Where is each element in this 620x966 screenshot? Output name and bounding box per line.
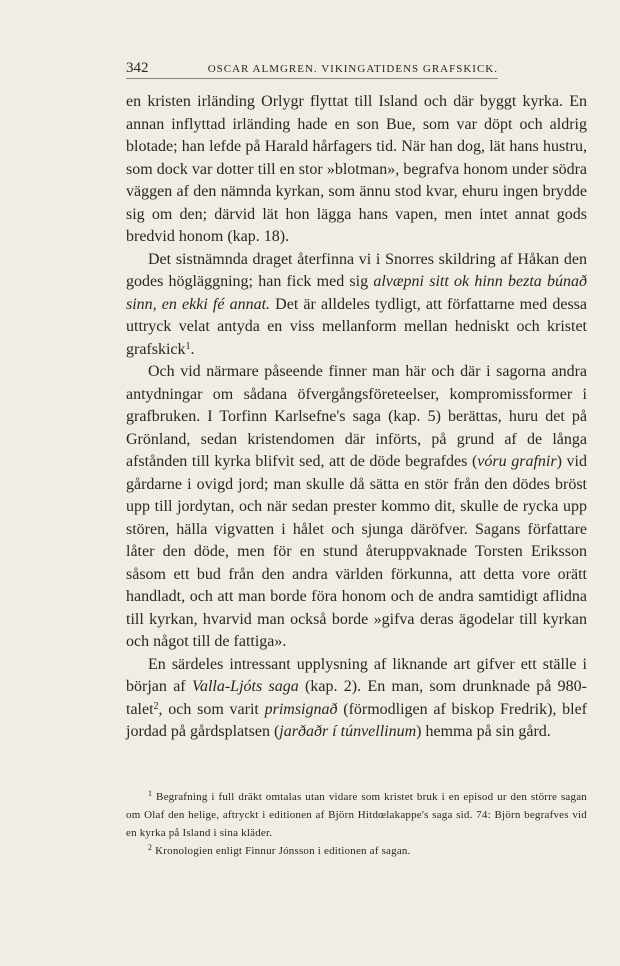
text-run: (kap. 2). En man, som drunknade på 980-talet <box>126 678 587 718</box>
footnote-marker: 1 <box>185 340 191 352</box>
page-number: 342 <box>126 60 149 76</box>
footnote-marker: 2 <box>148 843 153 852</box>
paragraph <box>126 361 587 654</box>
text-run: (förmodligen af biskop Fredrik), blef jordad på gårdsplatsen ( <box>126 700 588 740</box>
text-run: Kronologien enligt Finnur Jónsson i editionen af sagan. <box>152 845 411 857</box>
text-run: Och vid närmare påseende finner man här och där i sagorna andra antydningar om sådana öfvergångsföreteelser, kompromissformer i grafbruken. I Torfinn Karlsefne's saga (kap. 5) berättas, huru det på Grönland, sedan kristendomen där införts, på grund af de långa afstånden till kyrka blifvit sed, att de döde begrafdes ( <box>126 363 587 470</box>
footnote <box>126 842 587 860</box>
text-run: , och som varit <box>158 700 265 718</box>
text-run: En särdeles intressant upplysning af liknande art gifver ett ställe i början af <box>126 655 587 695</box>
footnote-marker: 2 <box>153 700 159 712</box>
text-run: . <box>190 340 195 358</box>
running-title: OSCAR ALMGREN. VIKINGATIDENS GRAFSKICK. <box>207 63 498 75</box>
text-run: en kristen irländing Orlygr flyttat till Island och där byggt kyrka. En annan inflyttad irländing hade en son Bue, som var döpt och aldrig blotade; han lefde på Harald hårfagers tid. När han dog, lät hans hustru, som dock var dotter till en stor »blotman», begrafva honom under södra väggen af den nämnda kyrkan, som ännu stod kvar, ehuru ingen brydde sig om den; därvid lät hon lägga hans vapen, men intet annat gods bredvid honom (kap. 18). <box>126 93 587 245</box>
italic-phrase: vóru grafnir <box>477 453 557 470</box>
italic-phrase: jarðaðr í túnvellinum <box>279 723 417 740</box>
italic-phrase: alvæpni sitt ok hinn bezta búnað sinn, en ekki fé annat. <box>126 273 588 313</box>
main-text <box>126 91 587 744</box>
paragraph <box>126 249 587 362</box>
text-run: Det är alldeles tydligt, att författarne med dessa uttryck velat antyda en viss mellanform mellan hedniskt och kristet grafskick <box>126 295 587 358</box>
italic-phrase: Valla-Ljóts saga <box>191 678 299 695</box>
text-run: ) hemma på sin gård. <box>416 723 551 740</box>
text-run: ) vid gårdarne i ovigd jord; man skulle då sätta en stör från den dödes bröst upp till jordytan, och när sedan prester kommo dit, skulle de rycka upp stören, hälla vigvatten i hålet och sjunga däröfver. Sagans författare låter den döde, men för en stund återuppvaknade Torsten Eriksson såsom ett bud från den andra världen förkunna, att detta vore orätt handladt, och att man borde föra honom och de andra samtidigt aflidna till kyrkan, hvarvid man också borde »gifva deras ägodelar till kyrkan och något till de fattiga». <box>126 453 587 650</box>
page-header <box>126 60 498 79</box>
footnote <box>126 788 587 842</box>
paragraph <box>126 91 587 249</box>
paragraph <box>126 654 587 744</box>
footnotes <box>126 788 587 860</box>
italic-phrase: primsignað <box>264 700 338 718</box>
footnote-marker: 1 <box>148 789 153 798</box>
text-run: Det sistnämnda draget återfinna vi i Snorres skildring af Håkan den godes högläggning; han fick med sig <box>126 250 587 290</box>
text-run: Begrafning i full dräkt omtalas utan vidare som kristet bruk i en episod ur den större sagan om Olaf den helige, aftryckt i editionen af Björn Hitdœlakappe's saga sid. 74: Björn begrafves vid en kyrka på Island i sina kläder. <box>126 791 587 839</box>
